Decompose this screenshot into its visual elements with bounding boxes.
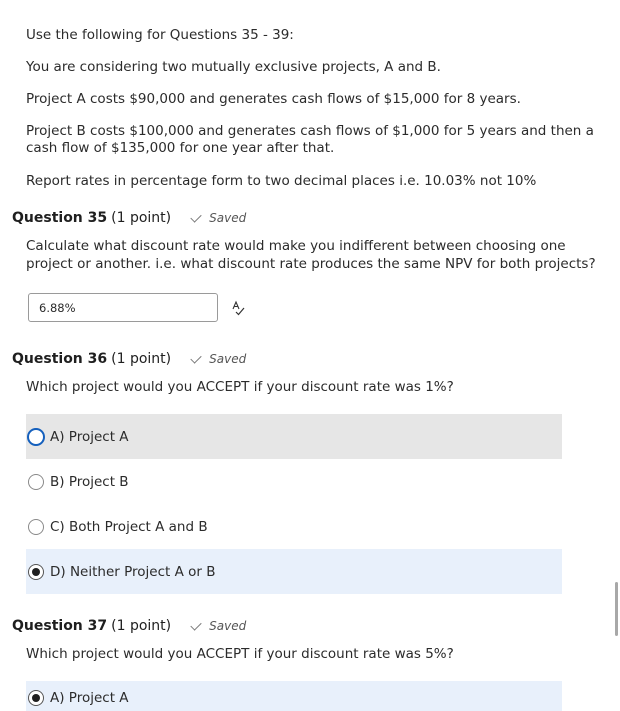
- option-label: A) Project A: [50, 428, 129, 445]
- radio-button[interactable]: [28, 519, 44, 535]
- saved-status: [191, 211, 246, 225]
- question-points: (1 point): [111, 210, 172, 226]
- spellcheck-icon[interactable]: [231, 300, 245, 316]
- question-35-text-a: Calculate what discount rate would make you indifferent between choosing one: [26, 238, 566, 254]
- option-c[interactable]: [26, 504, 562, 549]
- saved-label: Saved: [209, 352, 247, 366]
- checkmark-icon: [190, 211, 201, 222]
- option-a[interactable]: [26, 681, 562, 711]
- saved-status: [191, 352, 246, 366]
- option-label: D) Neither Project A or B: [50, 563, 216, 580]
- scrollbar[interactable]: [615, 582, 618, 636]
- intro-heading: Use the following for Questions 35 - 39:: [26, 27, 294, 43]
- intro-line-3b: cash flow of $135,000 for one year after that.: [26, 140, 335, 156]
- question-35-header: [12, 210, 246, 226]
- option-d[interactable]: [26, 549, 562, 594]
- intro-line-3a: Project B costs $100,000 and generates cash flows of $1,000 for 5 years and then a: [26, 123, 594, 139]
- question-title: Question 36: [12, 351, 108, 367]
- option-b[interactable]: [26, 459, 562, 504]
- radio-button[interactable]: [27, 428, 45, 446]
- checkmark-icon: [190, 619, 201, 630]
- intro-line-1: You are considering two mutually exclusive projects, A and B.: [26, 59, 441, 75]
- option-label: C) Both Project A and B: [50, 518, 208, 535]
- intro-line-4: Report rates in percentage form to two decimal places i.e. 10.03% not 10%: [26, 173, 537, 189]
- question-points: (1 point): [111, 618, 172, 634]
- question-title: Question 35: [12, 210, 108, 226]
- option-label: B) Project B: [50, 473, 129, 490]
- radio-button-selected[interactable]: [28, 690, 44, 706]
- radio-button[interactable]: [28, 474, 44, 490]
- question-35-text-b: project or another. i.e. what discount rate produces the same NPV for both projects?: [26, 256, 596, 272]
- question-37-text: Which project would you ACCEPT if your discount rate was 5%?: [26, 646, 454, 662]
- answer-input[interactable]: [28, 293, 218, 322]
- question-36-text: Which project would you ACCEPT if your discount rate was 1%?: [26, 379, 454, 395]
- question-36-header: [12, 351, 246, 367]
- saved-label: Saved: [209, 619, 247, 633]
- checkmark-icon: [190, 352, 201, 363]
- saved-label: Saved: [209, 211, 247, 225]
- radio-button-selected[interactable]: [28, 564, 44, 580]
- option-a[interactable]: [26, 414, 562, 459]
- saved-status: [191, 619, 246, 633]
- question-title: Question 37: [12, 618, 108, 634]
- question-points: (1 point): [111, 351, 172, 367]
- option-label: A) Project A: [50, 690, 129, 706]
- question-37-header: [12, 618, 246, 634]
- intro-line-2: Project A costs $90,000 and generates cash flows of $15,000 for 8 years.: [26, 91, 521, 107]
